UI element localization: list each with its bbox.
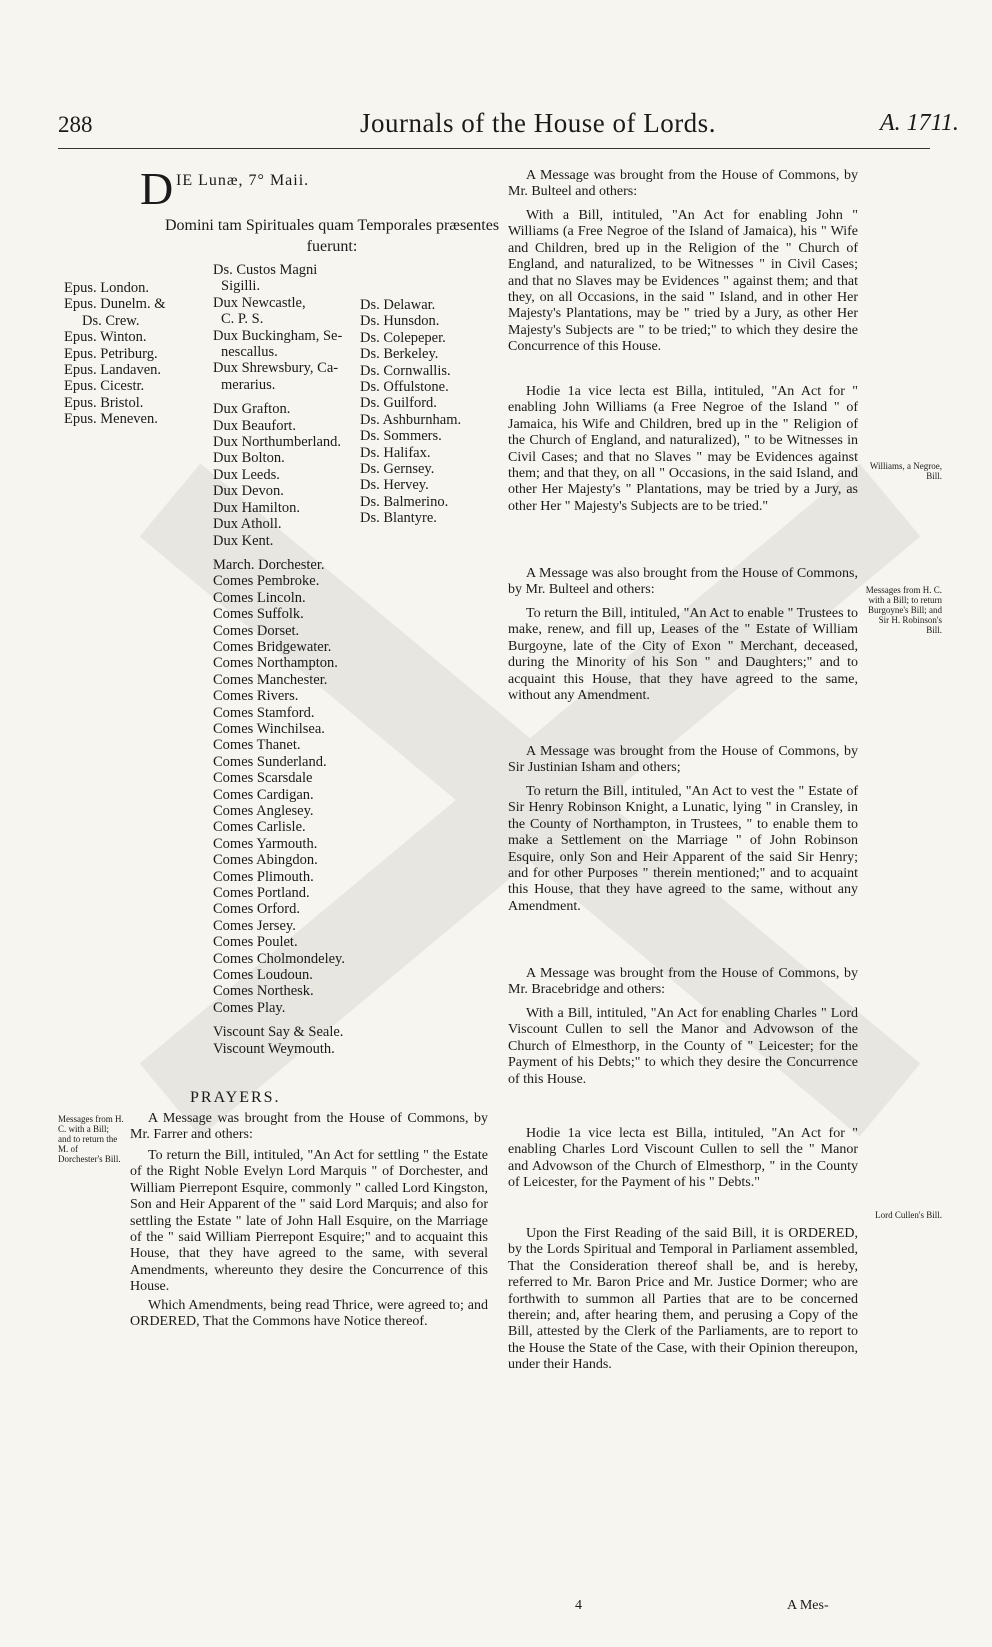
- list-item: March. Dorchester.: [213, 556, 325, 573]
- list-item: Comes Winchilsea.: [213, 720, 325, 737]
- journal-title: Journals of the House of Lords.: [360, 108, 716, 138]
- list-item: Comes Abingdon.: [213, 852, 318, 869]
- paragraph: A Message was also brought from the House of Commons, by Mr. Bulteel and others:: [508, 566, 858, 598]
- list-item: Comes Northampton.: [213, 655, 338, 672]
- list-item: Ds. Colepeper.: [360, 329, 446, 346]
- list-item: Comes Carlisle.: [213, 819, 306, 836]
- list-item: Viscount Weymouth.: [213, 1040, 335, 1057]
- list-item: Viscount Say & Seale.: [213, 1024, 344, 1041]
- list-item: Ds. Sommers.: [360, 428, 442, 445]
- list-item: Comes Cholmondeley.: [213, 950, 345, 967]
- list-item: Dux Buckingham, Se-: [213, 327, 343, 344]
- list-item: Ds. Halifax.: [360, 444, 431, 461]
- paragraph: With a Bill, intituled, "An Act for enabling Charles " Lord Viscount Cullen to sell the Manor and Advowson of the Church of Elmesthorp, in the County of " Leicester; for the Payment of his Debts;" to which they desire the Concurrence of this House.: [508, 1006, 858, 1087]
- margin-note-cullen: Lord Cullen's Bill.: [875, 1210, 942, 1220]
- list-item: Comes Sunderland.: [213, 753, 327, 770]
- barons-list: [360, 297, 461, 527]
- paragraph: Upon the First Reading of the said Bill, it is ORDERED, by the Lords Spiritual and Temporal in Parliament assembled, That the Consideration thereof shall be, and is hereby, referred to Mr. Baron Price and Mr. Justice Dormer; who are forthwith to summon all Parties that are to be concerned therein; and, after hearing them, and perusing a Copy of the Bill, attested by the Clerk of the Parliaments, are to report to the House the State of the Case, with their Opinion thereupon, under their Hands.: [508, 1226, 858, 1373]
- list-item: C. P. S.: [221, 311, 264, 328]
- list-item: Ds. Guilford.: [360, 395, 437, 412]
- list-item: Comes Pembroke.: [213, 573, 320, 590]
- list-item: Dux Leeds.: [213, 466, 280, 483]
- list-item: Sigilli.: [221, 278, 261, 295]
- list-item: Comes Lincoln.: [213, 589, 306, 606]
- attendance-heading: Domini tam Spirituales quam Temporales præsentes fuerunt:: [164, 217, 500, 255]
- list-item: Epus. Dunelm. &: [64, 296, 166, 313]
- list-item: Comes Portland.: [213, 885, 310, 902]
- list-item: Epus. London.: [64, 280, 149, 296]
- dateline: IE Lunæ, 7° Maii.: [176, 172, 310, 189]
- list-item: Ds. Custos Magni: [213, 262, 318, 278]
- paragraph: A Message was brought from the House of Commons, by Mr. Bracebridge and others:: [508, 966, 858, 998]
- list-item: Dux Atholl.: [213, 516, 282, 533]
- list-item: Comes Plimouth.: [213, 868, 314, 885]
- list-item: Comes Yarmouth.: [213, 835, 318, 852]
- paragraph: To return the Bill, intituled, "An Act to vest the " Estate of Sir Henry Robinson Knight, a Lunatic, lying " in Cransley, in the County of Northampton, in Trustees, " to enable them to make a Settlement on the Marriage " of John Robinson Esquire, only Son and Heir Apparent of the said Sir Henry; and for other Purposes " therein mentioned;" and to acquaint this House, that they have agreed to the same, without any Amendment.: [508, 784, 858, 914]
- list-item: Dux Bolton.: [213, 450, 285, 467]
- list-item: Comes Anglesey.: [213, 803, 314, 819]
- list-item: Comes Suffolk.: [213, 606, 304, 623]
- header-rule: [58, 148, 930, 149]
- paragraph: Which Amendments, being read Thrice, were agreed to; and ORDERED, That the Commons have Notice thereof.: [130, 1298, 488, 1330]
- paragraph: To return the Bill, intituled, "An Act for settling " the Estate of the Right Noble Evelyn Lord Marquis " of Dorchester, and William Pierrepont Esquire, commonly " called Lord Kingston, Son and Heir Apparent of the " said Lord Marquis; and also for settling the Estate " late of John Hall Esquire, on the Marriage of the " said William Pierrepont Esquire;" and to acquaint this House, that they have agreed to the same, with several Amendments, whereunto they desire the Concurrence of this House.: [130, 1148, 488, 1295]
- paragraph: A Message was brought from the House of Commons, by Mr. Farrer and others:: [130, 1111, 488, 1143]
- paragraph: Hodie 1a vice lecta est Billa, intituled, "An Act for " enabling Charles Lord Viscount Cullen to sell the " Manor and Advowson of the Church of Elmesthorp, " in the County of Leicester, for the Payment of his " Debts.": [508, 1126, 858, 1191]
- list-item: Ds. Balmerino.: [360, 493, 449, 510]
- list-item: Comes Poulet.: [213, 934, 298, 951]
- list-item: Epus. Landaven.: [64, 362, 162, 379]
- list-item: Comes Play.: [213, 999, 286, 1016]
- list-item: Ds. Berkeley.: [360, 346, 439, 363]
- list-item: Comes Orford.: [213, 901, 300, 918]
- margin-note-williams: Williams, a Negroe, Bill.: [869, 461, 942, 481]
- list-item: Comes Scarsdale: [213, 770, 313, 787]
- list-item: Epus. Winton.: [64, 329, 147, 346]
- list-item: Epus. Petriburg.: [64, 345, 158, 362]
- list-item: merarius.: [221, 376, 276, 393]
- list-item: Ds. Ashburnham.: [360, 411, 462, 428]
- list-item: Comes Thanet.: [213, 737, 301, 754]
- paragraph: A Message was brought from the House of Commons, by Mr. Bulteel and others:: [508, 168, 858, 200]
- list-item: Epus. Meneven.: [64, 411, 158, 428]
- list-item: Dux Grafton.: [213, 401, 291, 418]
- list-item: Comes Dorset.: [213, 622, 300, 639]
- list-item: Dux Northumberland.: [213, 434, 342, 451]
- paragraph: A Message was brought from the House of Commons, by Sir Justinian Isham and others;: [508, 744, 858, 776]
- peers-list: [213, 262, 345, 1057]
- list-item: Dux Hamilton.: [213, 499, 300, 516]
- paragraph: With a Bill, intituled, "An Act for enabling John " Williams (a Free Negroe of the Island of Jamaica), his " Wife and Children, bred up in the Religion of the " Church of England, and naturalized, to be Witnesses " in Civil Cases; and that no Slaves may be Evidences " against them; and that they, on all Occasions, in the said " Island, and in other Her Majesty's Plantations, may be " tried by a Jury, as other Her Majesty's Subjects are " to be tried;" to which they desire the Concurrence of this House.: [508, 208, 858, 355]
- list-item: Ds. Crew.: [82, 312, 140, 329]
- list-item: Comes Stamford.: [213, 704, 315, 721]
- list-item: Ds. Delawar.: [360, 297, 436, 313]
- signature-mark: 4: [575, 1598, 582, 1613]
- margin-note-burgoyne: Messages from H. C. with a Bill; to return Burgoyne's Bill; and Sir H. Robinson's Bill.: [865, 585, 942, 635]
- list-item: Dux Beaufort.: [213, 417, 296, 434]
- list-item: Comes Northesk.: [213, 983, 314, 1000]
- dateline-dropcap: D: [140, 163, 174, 214]
- list-item: Dux Newcastle,: [213, 294, 306, 311]
- list-item: Ds. Offulstone.: [360, 379, 449, 396]
- list-item: Epus. Cicestr.: [64, 378, 145, 395]
- list-item: Comes Cardigan.: [213, 786, 314, 803]
- page-number: 288: [58, 112, 93, 137]
- paragraph: Hodie 1a vice lecta est Billa, intituled, "An Act for " enabling John Williams (a Free Negroe of the Island " of Jamaica, his Wife and Children, bred up in the " Religion of the Church of England, and naturalized), " to be Witnesses in Civil Cases; and that no Slaves " may be Evidences against them; and that they, on all " Occasions, in the said Island, and other Her Majesty's " Plantations, may be tried by a Jury, as other Her " Majesty's Subjects are to be tried.": [508, 384, 858, 514]
- list-item: Comes Bridgewater.: [213, 638, 332, 655]
- list-item: Ds. Gernsey.: [360, 461, 435, 478]
- list-item: Dux Devon.: [213, 483, 284, 500]
- list-item: Comes Loudoun.: [213, 967, 313, 984]
- list-item: Ds. Hervey.: [360, 477, 429, 494]
- list-item: Ds. Cornwallis.: [360, 362, 451, 379]
- journal-year: A. 1711.: [880, 110, 959, 136]
- list-item: Dux Kent.: [213, 532, 274, 549]
- list-item: Ds. Blantyre.: [360, 510, 437, 527]
- list-item: Comes Rivers.: [213, 688, 299, 705]
- list-item: Comes Manchester.: [213, 671, 328, 688]
- paragraph: To return the Bill, intituled, "An Act to enable " Trustees to make, renew, and fill up, Leases of the " Estate of William Burgoyne, late of the City of Exon " Merchant, deceased, during the Minority of his Son " and Daughters;" and to acquaint this House, that they have agreed to the same, without any Amendment.: [508, 606, 858, 704]
- bishops-list: [64, 280, 166, 428]
- prayers-heading: PRAYERS.: [190, 1089, 281, 1106]
- list-item: Ds. Hunsdon.: [360, 313, 440, 330]
- margin-note-dorchester: Messages from H. C. with a Bill; and to return the M. of Dorchester's Bill.: [58, 1114, 124, 1164]
- list-item: nescallus.: [221, 344, 278, 361]
- list-item: Dux Shrewsbury, Ca-: [213, 360, 339, 377]
- list-item: Comes Jersey.: [213, 917, 296, 934]
- list-item: Epus. Bristol.: [64, 394, 144, 411]
- catchword: A Mes-: [787, 1598, 829, 1613]
